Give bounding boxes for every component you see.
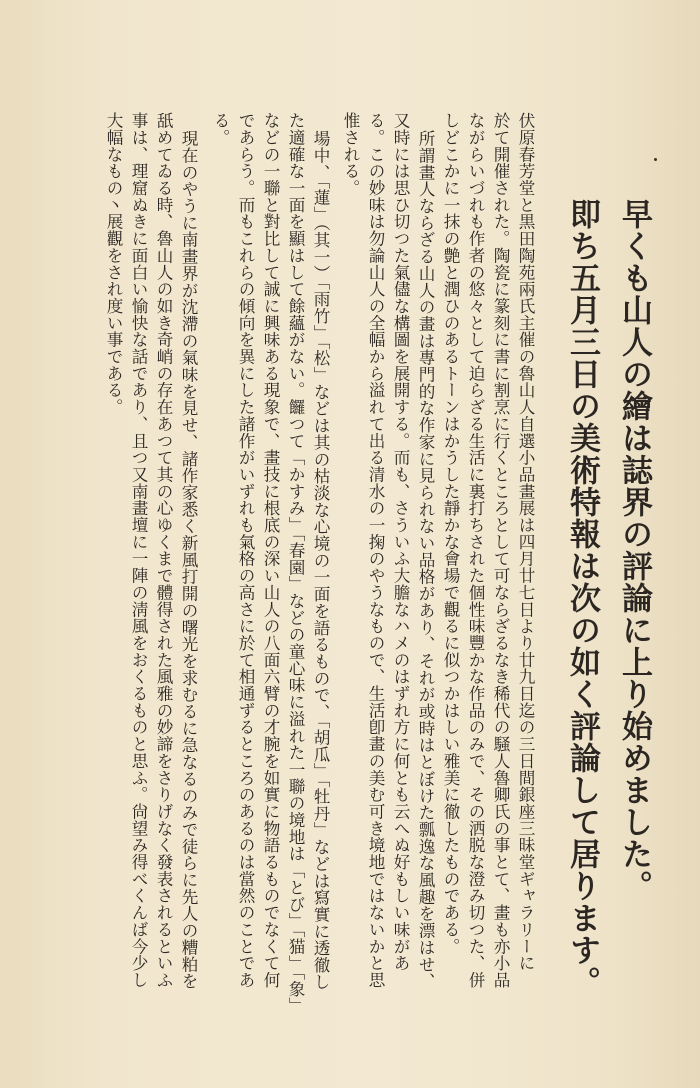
article-column: 現在のやうに南畫界が沈滯の氣味を見せ、諸作家悉く新風打開の曙光を求むるに急なるのみで徒らに先人の糟粕を xyxy=(179,130,198,990)
article-column: などの一聯と對比して誠に興味ある現象で、畫技に根底の深い山人の八面六臂の才腕を如實に物語るものでなくて何 xyxy=(261,112,280,989)
article-column: 伏原春芳堂と黒田陶苑兩氏主催の魯山人自選小品畫展は四月廿七日より廿九日迄の三日間銀座三昧堂ギャラリーに xyxy=(516,112,535,972)
headline-line-2: 即ち五月三日の美術特報は次の如く評論して居ります。 xyxy=(564,198,600,998)
article-column: しどこかに一抹の艶と潤ひのあるトーンはかうした靜かな會場で觀るに似つかはしい雅美に徹したものである。 xyxy=(441,112,460,955)
article-column: る。この妙味は勿論山人の全幅から溢れて出る清水の一掬のやうなもので、生活卽畫の美む可き境地ではないかと思 xyxy=(366,112,385,989)
article-column: 場中、「蓮」（其一）「雨竹」「松」などは其の枯淡な心境の一面を語るもので、「胡瓜」「牡丹」などは寫實に透徹し xyxy=(311,130,330,991)
headline-line-1: 早くも山人の繪は誌界の評論に上り始めました。 xyxy=(616,198,652,902)
article-column: 又時には思ひ切つた氣儘な構圖を展開する。而も、さういふ大膽なハメのはずれ方に何とも云へぬ好もしい味があ xyxy=(391,112,410,972)
article-column: 事は、理窟ぬきに面白い愉快な話であり、且つ又南畫壇に一陣の淸風をおくるものと思ふ。尙望み得べくんば今少し xyxy=(129,112,148,989)
article-column: であらう。而もこれらの傾向を異にした諸作がいずれも氣格の高さに於て相通ずるところのあるのは當然のことであ xyxy=(236,112,255,989)
article-column: 所謂畫人ならざる山人の畫は專門的な作家に見られない品格があり、それが或時はとぼけた瓢逸な風趣を漂はせ、 xyxy=(416,130,435,990)
article-column: 舐めてゐる時、魯山人の如き奇峭の存在あつて其の心ゆくまで體得された風雅の妙諦をさりげなく發表されるといふ xyxy=(154,112,173,989)
article-column: る。 xyxy=(211,112,230,146)
article-column: ながらいづれも作者の悠々として迫らざる生活に裏打ちされた個性味豐かな作品のみで、その洒脱な澄み切つた、併 xyxy=(466,112,485,989)
page-speck xyxy=(654,158,657,161)
article-column: 於て開催された。陶瓷に篆刻に書に割烹に行くところとして可ならざるなき稀代の騒人魯卿氏の事とて、畫も亦小品 xyxy=(491,112,510,989)
article-column: 惟される。 xyxy=(341,112,360,197)
article-column: た適確な一面を顯はして餘蘊がない。饠つて「かすみ」「春園」などの童心味に溢れた一聯の境地は「とび」「猫」「象」 xyxy=(286,112,305,1014)
article-column: 大幅なもの丶展觀をされ度い事である。 xyxy=(104,112,123,416)
